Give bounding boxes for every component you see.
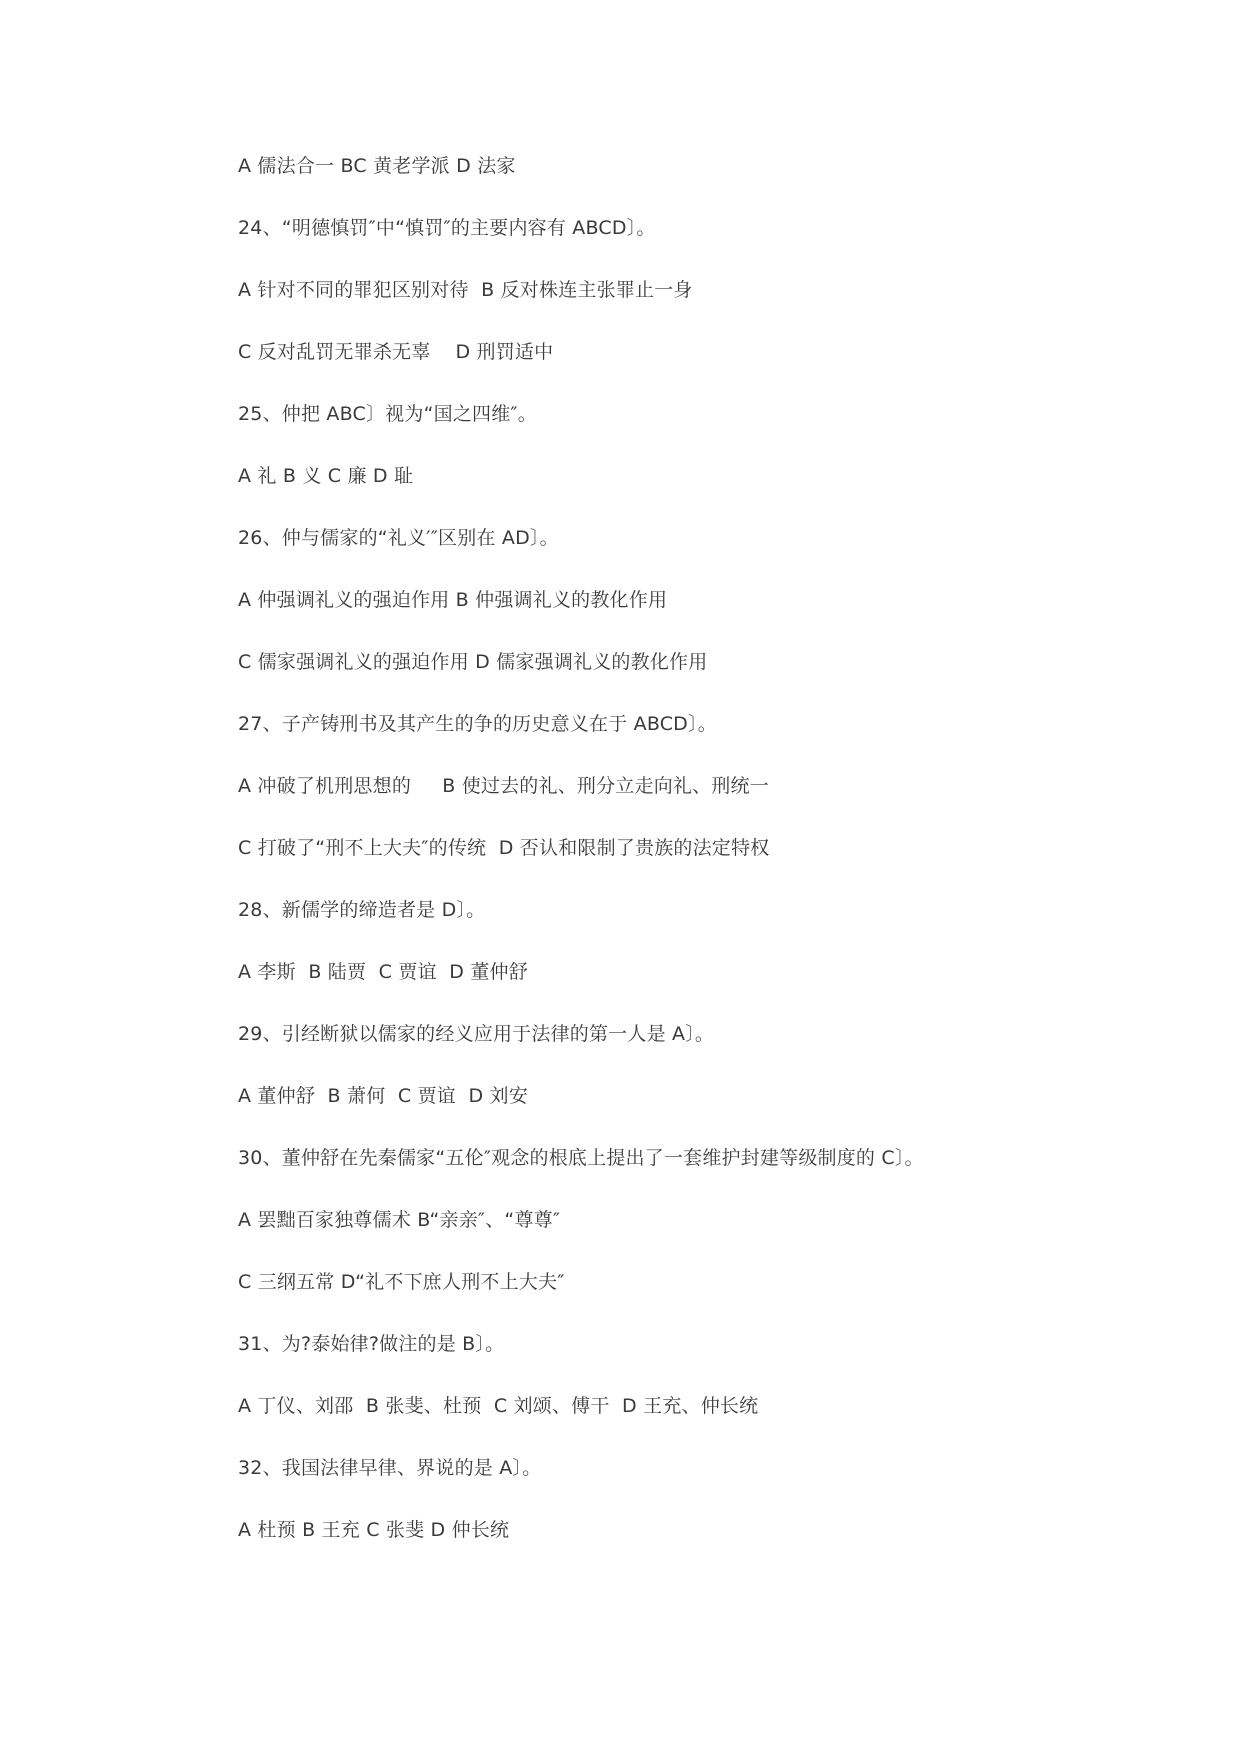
question-line: 30、董仲舒在先秦儒家“五伦″观念的根底上提出了一套维护封建等级制度的 C〕。 <box>238 1147 924 1169</box>
question-line: 27、子产铸刑书及其产生的争的历史意义在于 ABCD〕。 <box>238 713 717 735</box>
answer-options-line: A 罢黜百家独尊儒术 B“亲亲″、“尊尊″ <box>238 1209 561 1231</box>
answer-options-line: C 打破了“刑不上大夫″的传统 D 否认和限制了贵族的法定特权 <box>238 837 770 859</box>
answer-options-line: A 针对不同的罪犯区别对待 B 反对株连主张罪止一身 <box>238 279 693 301</box>
answer-options-line: A 礼 B 义 C 廉 D 耻 <box>238 465 414 487</box>
question-line: 24、“明德慎罚″中“慎罚″的主要内容有 ABCD〕。 <box>238 217 656 239</box>
question-line: 29、引经断狱以儒家的经义应用于法律的第一人是 A〕。 <box>238 1023 715 1045</box>
answer-options-line: C 三纲五常 D“礼不下庶人刑不上大夫″ <box>238 1271 565 1293</box>
answer-options-line: C 儒家强调礼义的强迫作用 D 儒家强调礼义的教化作用 <box>238 651 708 673</box>
question-line: 25、仲把 ABC〕视为“国之四维″。 <box>238 403 537 425</box>
question-line: 26、仲与儒家的“礼义′″区别在 AD〕。 <box>238 527 559 549</box>
answer-options-line: A 儒法合一 BC 黄老学派 D 法家 <box>238 155 516 177</box>
question-line: 32、我国法律早律、界说的是 A〕。 <box>238 1457 542 1479</box>
answer-options-line: A 冲破了机刑思想的 B 使过去的礼、刑分立走向礼、刑统一 <box>238 775 769 797</box>
answer-options-line: A 董仲舒 B 萧何 C 贾谊 D 刘安 <box>238 1085 528 1107</box>
answer-options-line: A 丁仪、刘邵 B 张斐、杜预 C 刘颂、傅干 D 王充、仲长统 <box>238 1395 759 1417</box>
question-text-block <box>238 150 1198 1576</box>
question-line: 28、新儒学的缔造者是 D〕。 <box>238 899 486 921</box>
answer-options-line: A 杜预 B 王充 C 张斐 D 仲长统 <box>238 1519 510 1541</box>
answer-options-line: A 仲强调礼义的强迫作用 B 仲强调礼义的教化作用 <box>238 589 668 611</box>
answer-options-line: A 李斯 B 陆贾 C 贾谊 D 董仲舒 <box>238 961 528 983</box>
question-line: 31、为?泰始律?做注的是 B〕。 <box>238 1333 505 1355</box>
answer-options-line: C 反对乱罚无罪杀无辜 D 刑罚适中 <box>238 341 554 363</box>
